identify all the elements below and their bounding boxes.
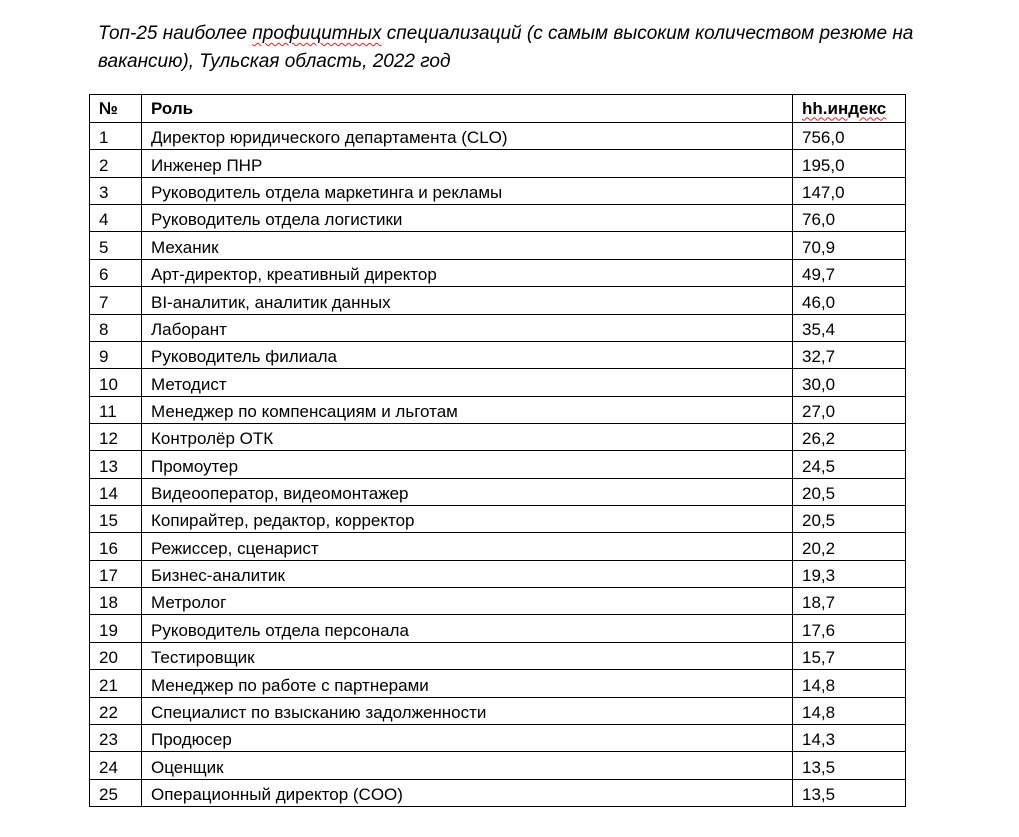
cell-hh-index: 27,0: [793, 396, 906, 423]
cell-number: 7: [90, 287, 142, 314]
title-highlight-word: профицитных: [252, 23, 382, 44]
cell-number: 25: [90, 779, 142, 806]
cell-hh-index: 14,8: [793, 670, 906, 697]
cell-hh-index: 76,0: [793, 205, 906, 232]
cell-hh-index: 13,5: [793, 779, 906, 806]
cell-number: 23: [90, 724, 142, 751]
cell-number: 5: [90, 232, 142, 259]
cell-number: 1: [90, 123, 142, 150]
cell-hh-index: 49,7: [793, 259, 906, 286]
cell-hh-index: 18,7: [793, 588, 906, 615]
header-hh-index-label: hh.индекс: [802, 98, 887, 118]
cell-role: Руководитель филиала: [142, 341, 793, 368]
cell-number: 21: [90, 670, 142, 697]
cell-role: Руководитель отдела логистики: [142, 205, 793, 232]
table-row: [90, 123, 906, 150]
cell-role: Промоутер: [142, 451, 793, 478]
cell-role: Тестировщик: [142, 642, 793, 669]
cell-number: 18: [90, 588, 142, 615]
table-row: [90, 232, 906, 259]
table-row: [90, 560, 906, 587]
cell-hh-index: 15,7: [793, 642, 906, 669]
table-row: [90, 533, 906, 560]
cell-role: Режиссер, сценарист: [142, 533, 793, 560]
cell-hh-index: 20,5: [793, 478, 906, 505]
cell-role: Менеджер по компенсациям и льготам: [142, 396, 793, 423]
table-row: [90, 642, 906, 669]
table-row: [90, 451, 906, 478]
cell-hh-index: 35,4: [793, 314, 906, 341]
cell-number: 13: [90, 451, 142, 478]
table-row: [90, 752, 906, 779]
cell-hh-index: 70,9: [793, 232, 906, 259]
table-row: [90, 779, 906, 806]
cell-hh-index: 24,5: [793, 451, 906, 478]
table-row: [90, 697, 906, 724]
cell-role: Арт-директор, креативный директор: [142, 259, 793, 286]
table-row: [90, 287, 906, 314]
cell-number: 6: [90, 259, 142, 286]
cell-role: Продюсер: [142, 724, 793, 751]
cell-hh-index: 20,5: [793, 506, 906, 533]
cell-role: Операционный директор (COO): [142, 779, 793, 806]
cell-number: 9: [90, 341, 142, 368]
table-row: [90, 369, 906, 396]
cell-role: Оценщик: [142, 752, 793, 779]
cell-number: 11: [90, 396, 142, 423]
cell-role: Методист: [142, 369, 793, 396]
cell-hh-index: 30,0: [793, 369, 906, 396]
cell-hh-index: 17,6: [793, 615, 906, 642]
cell-role: Бизнес-аналитик: [142, 560, 793, 587]
table-row: [90, 205, 906, 232]
cell-hh-index: 46,0: [793, 287, 906, 314]
cell-hh-index: 14,8: [793, 697, 906, 724]
cell-number: 2: [90, 150, 142, 177]
cell-hh-index: 19,3: [793, 560, 906, 587]
cell-role: Директор юридического департамента (CLO): [142, 123, 793, 150]
cell-role: Видеооператор, видеомонтажер: [142, 478, 793, 505]
cell-hh-index: 147,0: [793, 177, 906, 204]
cell-role: Контролёр ОТК: [142, 423, 793, 450]
cell-number: 20: [90, 642, 142, 669]
cell-hh-index: 195,0: [793, 150, 906, 177]
cell-role: Менеджер по работе с партнерами: [142, 670, 793, 697]
cell-hh-index: 26,2: [793, 423, 906, 450]
cell-number: 14: [90, 478, 142, 505]
cell-role: BI-аналитик, аналитик данных: [142, 287, 793, 314]
cell-number: 15: [90, 506, 142, 533]
cell-number: 12: [90, 423, 142, 450]
cell-hh-index: 32,7: [793, 341, 906, 368]
cell-role: Инженер ПНР: [142, 150, 793, 177]
cell-hh-index: 14,3: [793, 724, 906, 751]
header-hh-index: [793, 95, 906, 123]
table-row: [90, 588, 906, 615]
cell-number: 10: [90, 369, 142, 396]
cell-number: 8: [90, 314, 142, 341]
cell-role: Лаборант: [142, 314, 793, 341]
table-body: [90, 123, 906, 807]
table-row: [90, 341, 906, 368]
cell-number: 4: [90, 205, 142, 232]
table-row: [90, 177, 906, 204]
cell-role: Механик: [142, 232, 793, 259]
table-row: [90, 670, 906, 697]
cell-number: 24: [90, 752, 142, 779]
title-text-after: специализаций (с самым высоким количеством резюме на вакансию), Тульская область, 2022 год: [98, 23, 914, 72]
cell-number: 19: [90, 615, 142, 642]
cell-hh-index: 20,2: [793, 533, 906, 560]
table-row: [90, 396, 906, 423]
document-title: [98, 20, 998, 76]
table-row: [90, 615, 906, 642]
header-number: №: [90, 95, 142, 123]
cell-role: Метролог: [142, 588, 793, 615]
title-text-before: Топ-25 наиболее: [98, 23, 253, 44]
cell-role: Специалист по взысканию задолженности: [142, 697, 793, 724]
cell-role: Руководитель отдела персонала: [142, 615, 793, 642]
table-row: [90, 478, 906, 505]
cell-number: 3: [90, 177, 142, 204]
table-row: [90, 724, 906, 751]
cell-hh-index: 756,0: [793, 123, 906, 150]
cell-hh-index: 13,5: [793, 752, 906, 779]
cell-number: 16: [90, 533, 142, 560]
specializations-table: [89, 94, 906, 807]
header-role: Роль: [142, 95, 793, 123]
table-header-row: [90, 95, 906, 123]
cell-number: 22: [90, 697, 142, 724]
table-row: [90, 314, 906, 341]
cell-number: 17: [90, 560, 142, 587]
cell-role: Копирайтер, редактор, корректор: [142, 506, 793, 533]
cell-role: Руководитель отдела маркетинга и рекламы: [142, 177, 793, 204]
table-row: [90, 150, 906, 177]
table-row: [90, 259, 906, 286]
table-row: [90, 506, 906, 533]
table-row: [90, 423, 906, 450]
